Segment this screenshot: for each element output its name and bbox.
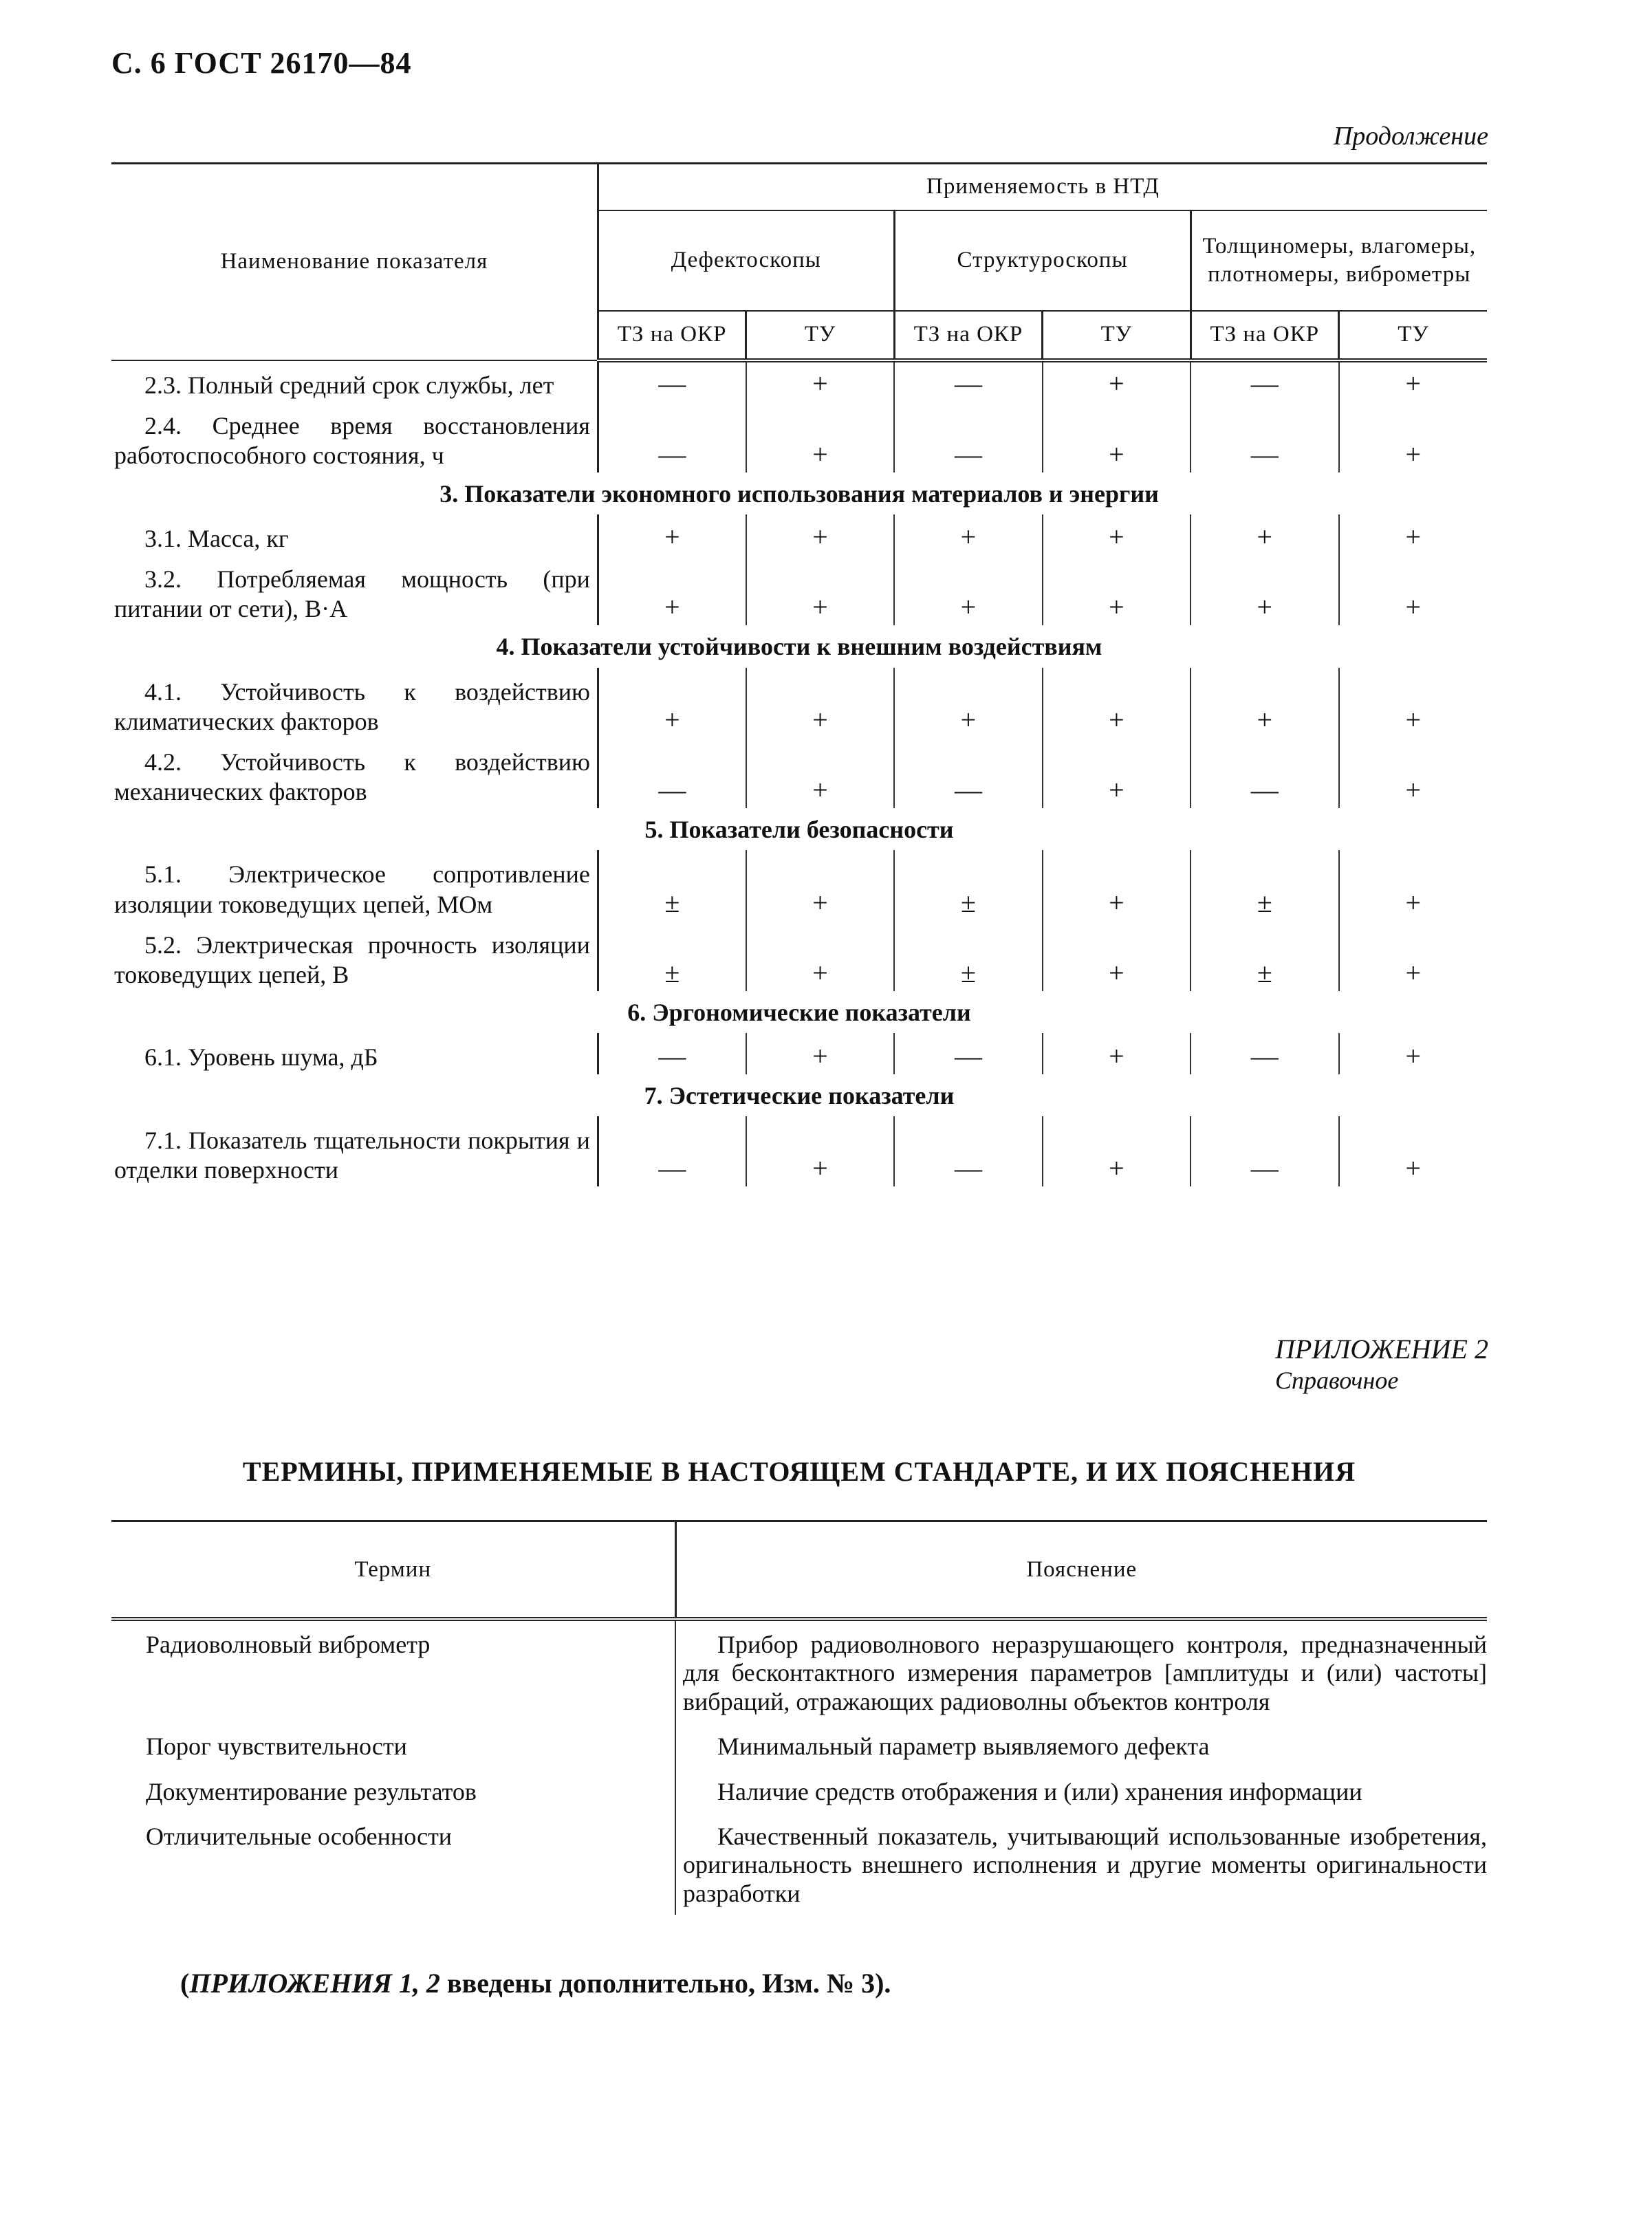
indicator-name: 2.4. Среднее время восстановления работоспособного состояния, ч	[111, 402, 598, 472]
explanation-header: Пояснение	[675, 1521, 1487, 1620]
applicability-value: ±	[664, 887, 680, 918]
section-title: 6. Эргономические показатели	[627, 999, 971, 1027]
applicability-header: Применяемость в НТД	[598, 164, 1487, 211]
term-name: Документирование результатов	[146, 1777, 477, 1805]
section-row	[111, 991, 1487, 1033]
subcol-header: ТЗ на ОКР	[598, 311, 746, 360]
applicability-value: +	[1339, 668, 1488, 738]
continuation-label: Продолжение	[1333, 122, 1488, 151]
applicability-value: +	[746, 402, 894, 472]
table-row	[111, 850, 1487, 920]
applicability-value: +	[746, 1033, 894, 1074]
applicability-value: +	[1339, 402, 1488, 472]
section-row	[111, 625, 1487, 667]
applicability-value: +	[1043, 360, 1191, 402]
gauges-header: Толщиномеры, влагомеры, плотномеры, виброметры	[1191, 210, 1487, 311]
applicability-value: +	[1339, 1033, 1488, 1074]
applicability-value: +	[664, 521, 680, 552]
term-header: Термин	[111, 1521, 675, 1620]
applicability-value: —	[1191, 738, 1338, 808]
indicator-name: 5.1. Электрическое сопротивление изоляции токоведущих цепей, МОм	[111, 850, 598, 920]
structuroscopes-header: Структуроскопы	[894, 210, 1191, 311]
amendment-note	[180, 1967, 891, 1999]
term-name: Радиоволновый виброметр	[146, 1631, 431, 1658]
applicability-value: —	[658, 368, 686, 400]
terms-title: ТЕРМИНЫ, ПРИМЕНЯЕМЫЕ В НАСТОЯЩЕМ СТАНДАРТЕ, И ИХ ПОЯСНЕНИЯ	[242, 1456, 1356, 1487]
applicability-value: —	[894, 1116, 1042, 1186]
appendix-subtitle: Справочное	[1275, 1367, 1399, 1394]
applicability-table	[111, 162, 1487, 1186]
section-row	[111, 1074, 1487, 1116]
appendix-label	[1275, 1333, 1488, 1395]
section-title: 5. Показатели безопасности	[644, 816, 954, 844]
term-name: Порог чувствительности	[146, 1732, 407, 1761]
appendix-title: ПРИЛОЖЕНИЕ 2	[1275, 1334, 1488, 1365]
note-italic: ПРИЛОЖЕНИЯ 1, 2	[189, 1968, 440, 1999]
indicator-name: 2.3. Полный средний срок службы, лет	[111, 360, 598, 402]
indicator-name-header: Наименование показателя	[111, 164, 598, 361]
subcol-header: ТУ	[746, 311, 894, 360]
applicability-value: +	[1339, 738, 1488, 808]
applicability-value: +	[1339, 360, 1488, 402]
term-explanation: Качественный показатель, учитывающий использованные изобретения, оригинальность внешнего исполнения и другие моменты оригинальности разработки	[675, 1813, 1487, 1915]
applicability-value: +	[894, 514, 1042, 555]
applicability-value: +	[746, 555, 894, 625]
applicability-value: +	[1339, 921, 1488, 991]
applicability-value: —	[658, 1040, 686, 1072]
applicability-value: +	[1191, 514, 1338, 555]
applicability-value: +	[746, 921, 894, 991]
section-title: 7. Эстетические показатели	[644, 1081, 955, 1109]
applicability-value: +	[664, 704, 680, 735]
term-explanation: Прибор радиоволнового неразрушающего контроля, предназначенный для бесконтактного измерения параметров [амплитуды и (или) частоты] вибраций, отражающих радиоволны объектов контроля	[675, 1619, 1487, 1723]
applicability-value: +	[1339, 850, 1488, 920]
indicator-name: 5.2. Электрическая прочность изоляции токоведущих цепей, В	[111, 921, 598, 991]
note-open: (	[180, 1968, 190, 1999]
applicability-value: ±	[1191, 921, 1338, 991]
section-title: 4. Показатели устойчивости к внешним воздействиям	[496, 633, 1102, 661]
applicability-value: +	[1043, 555, 1191, 625]
applicability-value: +	[1339, 1116, 1488, 1186]
applicability-value: —	[894, 738, 1042, 808]
indicator-name: 4.1. Устойчивость к воздействию климатических факторов	[111, 668, 598, 738]
applicability-value: —	[658, 438, 686, 470]
applicability-value: +	[1191, 555, 1338, 625]
applicability-value: ±	[894, 921, 1042, 991]
applicability-value: —	[1191, 402, 1338, 472]
term-row	[111, 1619, 1487, 1723]
applicability-value: +	[1043, 668, 1191, 738]
term-name: Отличительные особенности	[146, 1822, 453, 1850]
applicability-value: +	[746, 668, 894, 738]
subcol-header: ТУ	[1339, 311, 1488, 360]
subcol-header: ТУ	[1043, 311, 1191, 360]
applicability-value: —	[894, 1033, 1042, 1074]
applicability-value: +	[894, 668, 1042, 738]
term-explanation: Минимальный параметр выявляемого дефекта	[675, 1723, 1487, 1768]
term-row	[111, 1813, 1487, 1915]
term-row	[111, 1723, 1487, 1768]
applicability-value: ±	[894, 850, 1042, 920]
applicability-value: +	[1043, 514, 1191, 555]
applicability-value: +	[746, 514, 894, 555]
applicability-value: +	[894, 555, 1042, 625]
applicability-value: —	[658, 1153, 686, 1184]
terms-table	[111, 1520, 1487, 1915]
flaw-detectors-header: Дефектоскопы	[598, 210, 894, 311]
applicability-value: +	[664, 591, 680, 623]
applicability-value: +	[1043, 738, 1191, 808]
applicability-value: —	[894, 402, 1042, 472]
indicator-name: 3.2. Потребляемая мощность (при питании от сети), В·А	[111, 555, 598, 625]
indicator-name: 4.2. Устойчивость к воздействию механических факторов	[111, 738, 598, 808]
section-row	[111, 808, 1487, 850]
table-row	[111, 921, 1487, 991]
applicability-value: +	[746, 360, 894, 402]
applicability-value: +	[1191, 668, 1338, 738]
indicator-name: 3.1. Масса, кг	[111, 514, 598, 555]
applicability-value: —	[1191, 360, 1338, 402]
applicability-value: —	[658, 774, 686, 806]
term-explanation: Наличие средств отображения и (или) хранения информации	[675, 1768, 1487, 1813]
applicability-value: +	[746, 850, 894, 920]
term-row	[111, 1768, 1487, 1813]
note-rest: введены дополнительно, Изм. № 3).	[439, 1968, 891, 1999]
applicability-value: —	[894, 360, 1042, 402]
applicability-value: +	[1043, 850, 1191, 920]
applicability-value: ±	[1191, 850, 1338, 920]
indicator-name: 6.1. Уровень шума, дБ	[111, 1033, 598, 1074]
table-row	[111, 402, 1487, 472]
indicator-name: 7.1. Показатель тщательности покрытия и отделки поверхности	[111, 1116, 598, 1186]
applicability-value: +	[746, 738, 894, 808]
applicability-value: +	[1339, 555, 1488, 625]
table-row	[111, 514, 1487, 555]
table-row	[111, 555, 1487, 625]
applicability-value: +	[1043, 1033, 1191, 1074]
applicability-value: +	[1339, 514, 1488, 555]
applicability-value: +	[1043, 921, 1191, 991]
applicability-value: —	[1191, 1116, 1338, 1186]
table-row	[111, 668, 1487, 738]
section-row	[111, 472, 1487, 514]
table-row	[111, 1033, 1487, 1074]
table-row	[111, 738, 1487, 808]
subcol-header: ТЗ на ОКР	[894, 311, 1042, 360]
applicability-value: ±	[664, 957, 680, 989]
table-row	[111, 1116, 1487, 1186]
table-row	[111, 360, 1487, 402]
page-header: С. 6 ГОСТ 26170—84	[111, 46, 412, 80]
applicability-value: +	[1043, 402, 1191, 472]
applicability-value: +	[746, 1116, 894, 1186]
applicability-value: —	[1191, 1033, 1338, 1074]
subcol-header: ТЗ на ОКР	[1191, 311, 1338, 360]
applicability-value: +	[1043, 1116, 1191, 1186]
section-title: 3. Показатели экономного использования материалов и энергии	[439, 479, 1159, 508]
